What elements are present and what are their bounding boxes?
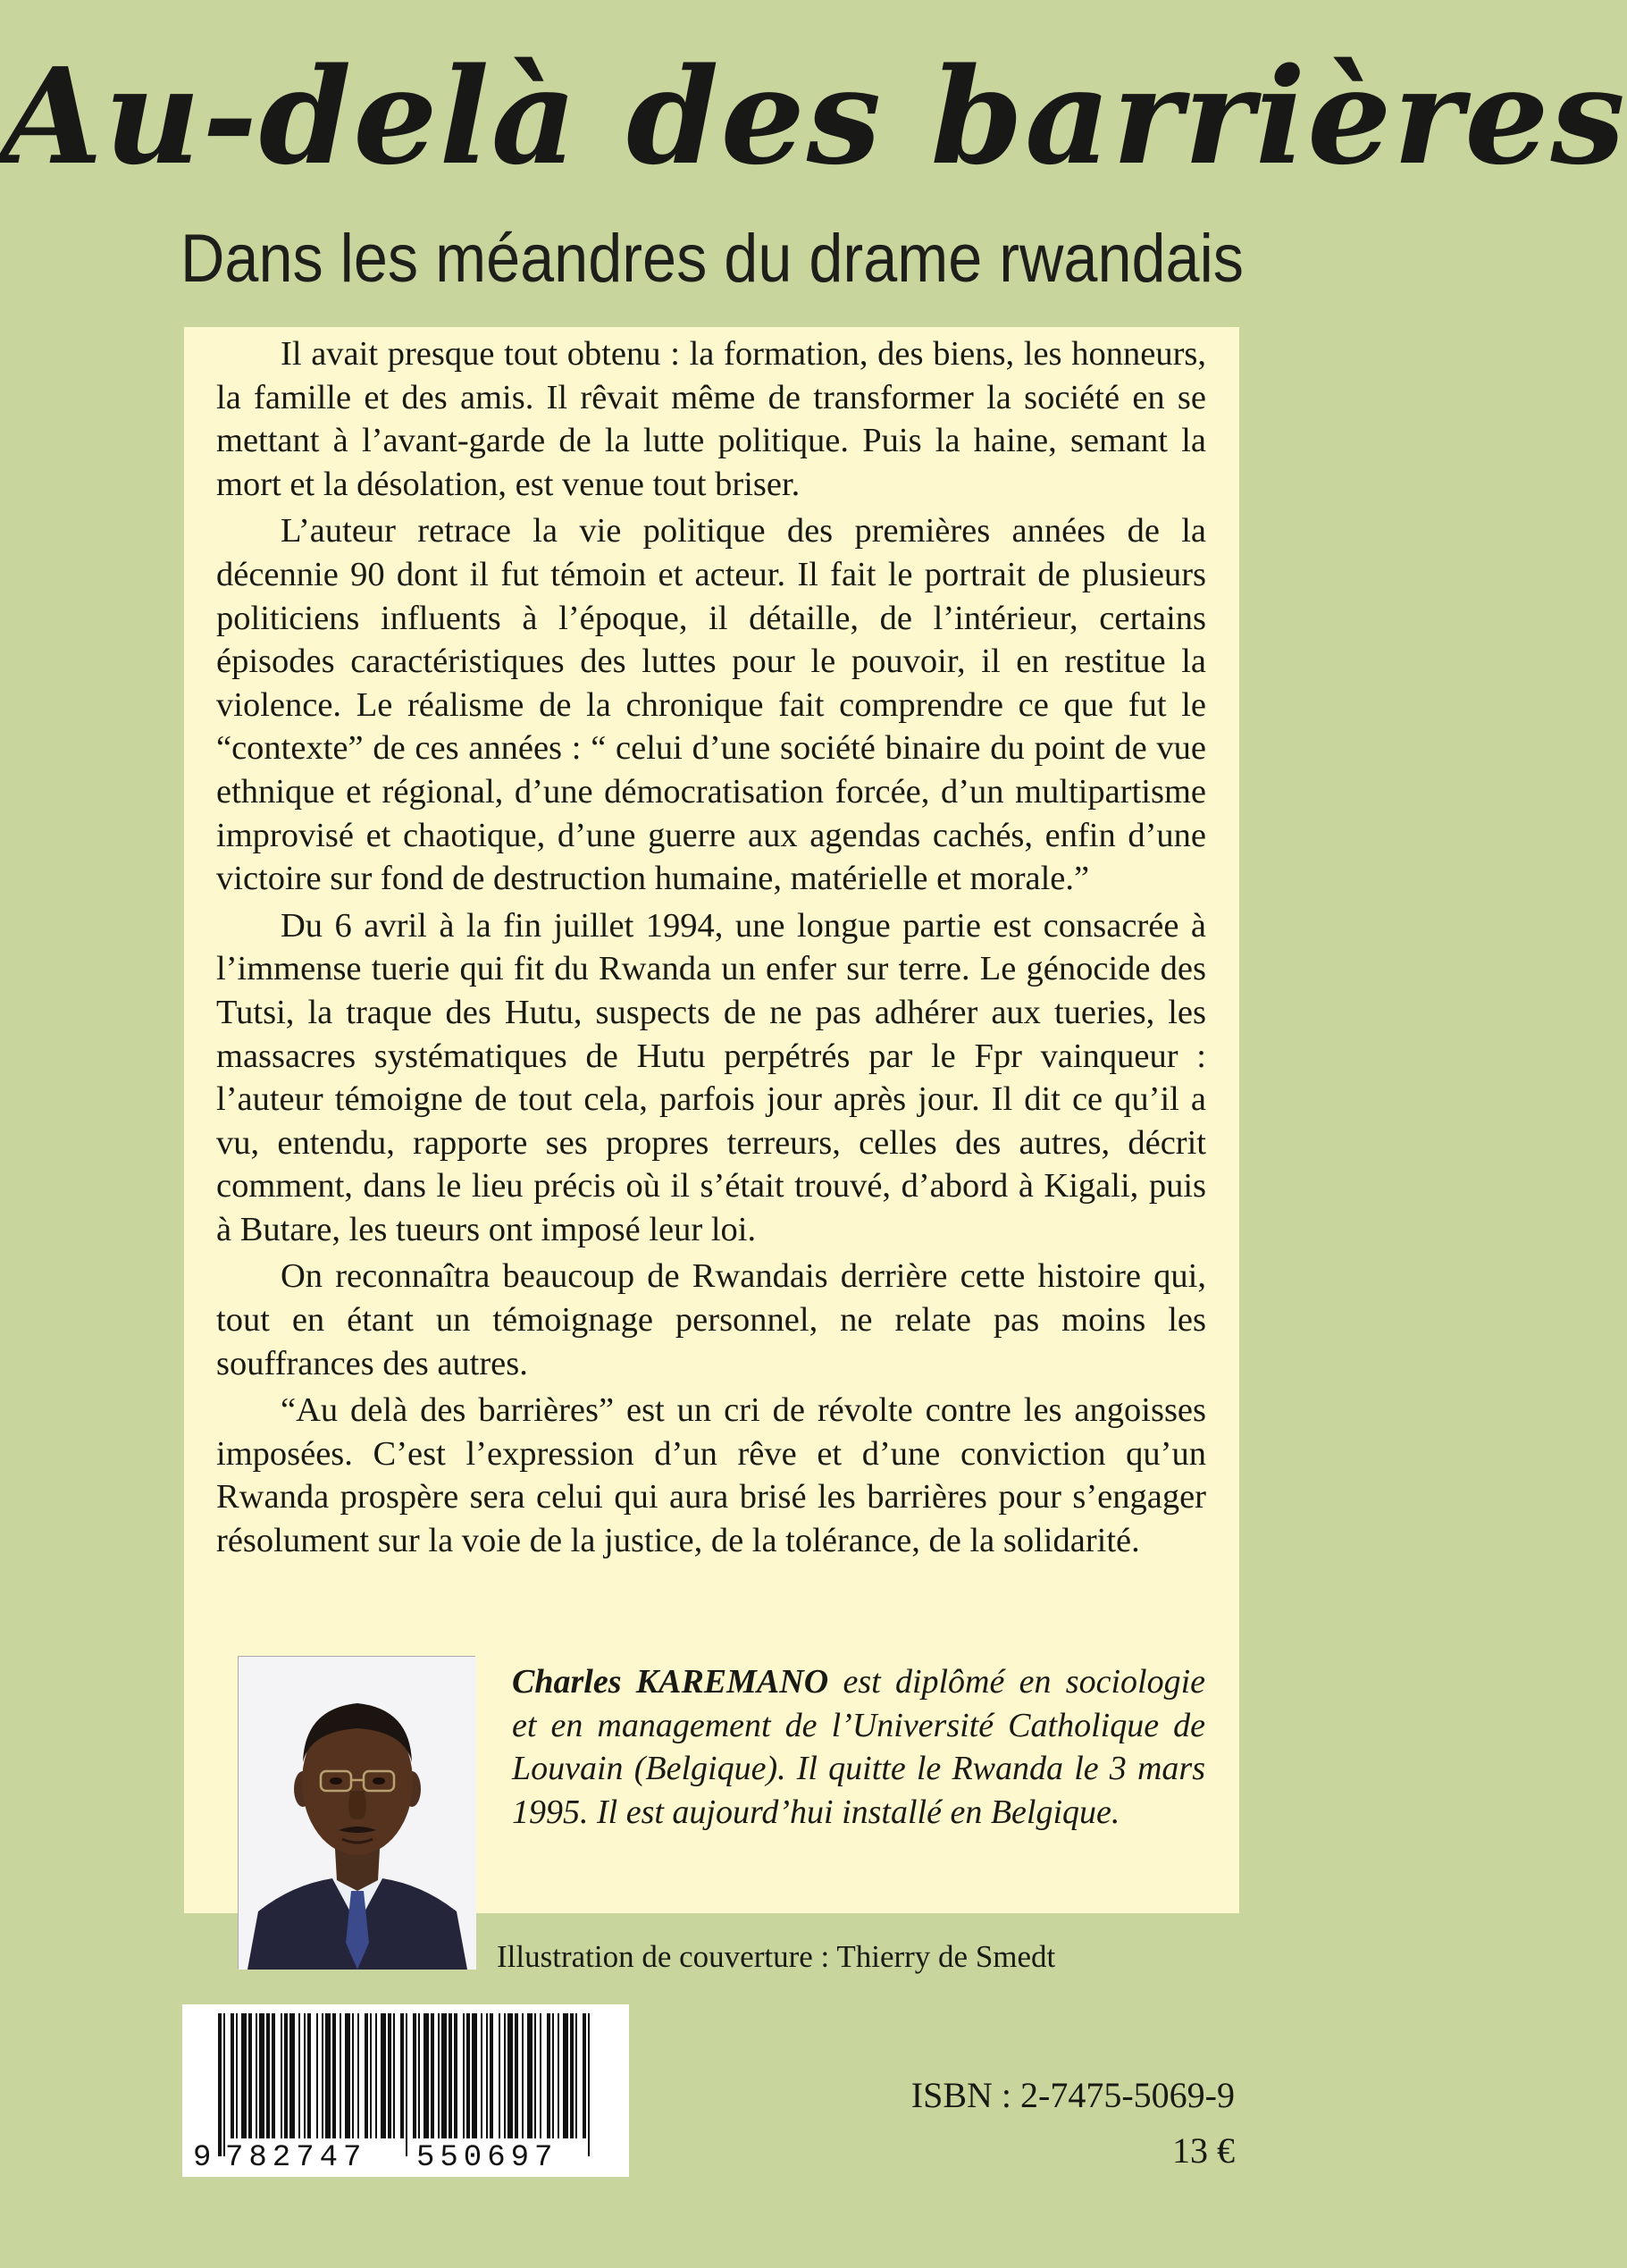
barcode-bar — [490, 2013, 493, 2138]
barcode-bar — [375, 2013, 377, 2138]
author-name: Charles KAREMANO — [512, 1663, 829, 1701]
barcode-digits-left: 782747 — [225, 2141, 367, 2175]
blurb-text — [216, 332, 1206, 1567]
barcode-bar — [449, 2013, 452, 2138]
author-bio-text: est diplômé en sociologie et en management de l’Université Catholique de Louvain (Belgique). Il quitte le Rwanda le 3 mars 1995. Il est aujourd’hui installé en Belgique. — [512, 1663, 1205, 1831]
barcode-bar — [307, 2013, 311, 2138]
barcode-bars — [218, 2013, 590, 2156]
barcode-bar — [241, 2013, 247, 2138]
blurb-paragraph: “Au delà des barrières” est un cri de révolte contre les angoisses imposées. C’est l’expression d’un rêve et d’une conviction qu’un Rwanda prospère sera celui qui aura brisé les barrières pour s’engager résolument sur la voie de la justice, de la tolérance, de la solidarité. — [216, 1391, 1206, 1560]
illustration-credit: Illustration de couverture : Thierry de Smedt — [497, 1939, 1056, 1974]
barcode-bar — [352, 2013, 354, 2138]
barcode-bar — [400, 2013, 404, 2138]
barcode-bar — [332, 2013, 336, 2138]
barcode-bar — [272, 2013, 275, 2138]
barcode-bar — [424, 2013, 429, 2138]
barcode-bar — [438, 2013, 440, 2138]
barcode-bar — [563, 2013, 568, 2138]
barcode-bar — [298, 2013, 300, 2138]
barcode-bar — [413, 2013, 416, 2138]
barcode-bar — [515, 2013, 518, 2138]
blurb-paragraph: L’auteur retrace la vie politique des premières années de la décennie 90 dont il fut témoin et acteur. Il fait le portrait de plusieurs politiciens influents à l’époque, il détaille, de l’intérieur, certains épisodes caractéristiques des luttes pour le pouvoir, il en restitue la violence. Le réalisme de la chronique fait comprendre ce que fut le “contexte” de ces années : “ celui d’une société binaire du point de vue ethnique et régional, d’une démocratisation forcée, d’un multipartisme improvisé et chaotique, d’une guerre aux agendas cachés, enfin d’une victoire sur fond de destruction humaine, matérielle et morale.” — [216, 512, 1206, 898]
barcode-bar — [504, 2013, 506, 2138]
barcode-bar — [345, 2013, 350, 2138]
barcode-bar — [325, 2013, 331, 2138]
book-subtitle: Dans les méandres du drame rwandais — [180, 221, 1244, 297]
barcode-bar — [527, 2013, 533, 2138]
barcode-bar — [231, 2013, 234, 2138]
barcode-bar — [454, 2013, 457, 2138]
barcode-bar — [218, 2013, 222, 2156]
author-bio — [512, 1660, 1205, 1834]
barcode-bar — [357, 2013, 359, 2138]
barcode-bar — [266, 2013, 270, 2138]
barcode-bar — [534, 2013, 536, 2138]
blurb-paragraph: Du 6 avril à la fin juillet 1994, une longue partie est consacrée à l’immense tuerie qui fit du Rwanda un enfer sur terre. Le génocide des Tutsi, la traque des Hutu, suspects de ne pas adhérer aux tueries, les massacres systématiques de Hutu perpétrés par le Fpr vainqueur : l’auteur témoigne de tout cela, parfois jour après jour. Il dit ce qu’il a vu, entendu, rapporte ses propres terreurs, celles des autres, décrit comment, dans le lieu précis où il s’était trouvé, d’abord à Kigali, puis à Butare, les tueurs ont imposé leur loi. — [216, 906, 1206, 1248]
barcode-bar — [248, 2013, 252, 2138]
barcode-bar — [284, 2013, 288, 2138]
barcode-bar — [316, 2013, 318, 2138]
barcode-bar — [418, 2013, 420, 2138]
barcode-bar — [441, 2013, 447, 2138]
barcode-bar — [304, 2013, 306, 2138]
barcode-bar — [575, 2013, 577, 2138]
barcode-bar — [472, 2013, 477, 2138]
barcode-bar — [236, 2013, 238, 2138]
barcode-bar — [547, 2013, 550, 2138]
barcode-bar — [388, 2013, 391, 2138]
barcode-bar — [552, 2013, 554, 2138]
barcode-bar — [256, 2013, 257, 2138]
barcode-bar — [481, 2013, 482, 2138]
barcode-bar — [540, 2013, 541, 2138]
barcode-bar — [281, 2013, 282, 2138]
barcode-bar — [365, 2013, 368, 2138]
barcode-bar — [583, 2013, 586, 2138]
barcode-bar — [499, 2013, 500, 2138]
blurb-paragraph: On reconnaîtra beaucoup de Rwandais derrière cette histoire qui, tout en étant un témoignage personnel, ne relate pas moins les souffrances des autres. — [216, 1257, 1206, 1382]
barcode-bar — [463, 2013, 465, 2138]
barcode-digits-right: 550697 — [416, 2141, 558, 2175]
barcode-bar — [259, 2013, 264, 2138]
barcode-graphic — [182, 2004, 629, 2177]
barcode-bar — [322, 2013, 323, 2138]
barcode-bar — [393, 2013, 395, 2138]
barcode-bar — [588, 2013, 590, 2156]
blurb-paragraph: Il avait presque tout obtenu : la formation, des biens, les honneurs, la famille et des amis. Il rêvait même de transformer la société en se mettant à l’avant-garde de la lutte politique. Puis la haine, semant la mort et la désolation, est venue tout briser. — [216, 335, 1206, 503]
barcode-bar — [406, 2013, 407, 2156]
book-title: Au-delà des barrières — [0, 38, 1627, 194]
barcode-bar — [340, 2013, 341, 2138]
barcode-bar — [223, 2013, 225, 2156]
barcode-bar — [486, 2013, 488, 2138]
barcode-bar — [507, 2013, 513, 2138]
barcode-digit-first: 9 — [193, 2141, 212, 2175]
barcode-bar — [558, 2013, 559, 2138]
barcode — [182, 2004, 629, 2177]
barcode-bar — [466, 2013, 470, 2138]
barcode-bar — [570, 2013, 574, 2138]
barcode-bar — [370, 2013, 372, 2138]
barcode-bar — [289, 2013, 295, 2138]
barcode-bar — [431, 2013, 434, 2138]
author-portrait-icon — [239, 1657, 476, 1970]
price-label: 13 € — [1172, 2130, 1235, 2171]
isbn-label: ISBN : 2-7475-5069-9 — [910, 2075, 1235, 2115]
barcode-bar — [381, 2013, 386, 2138]
author-photo — [238, 1656, 475, 1969]
barcode-bar — [522, 2013, 524, 2138]
